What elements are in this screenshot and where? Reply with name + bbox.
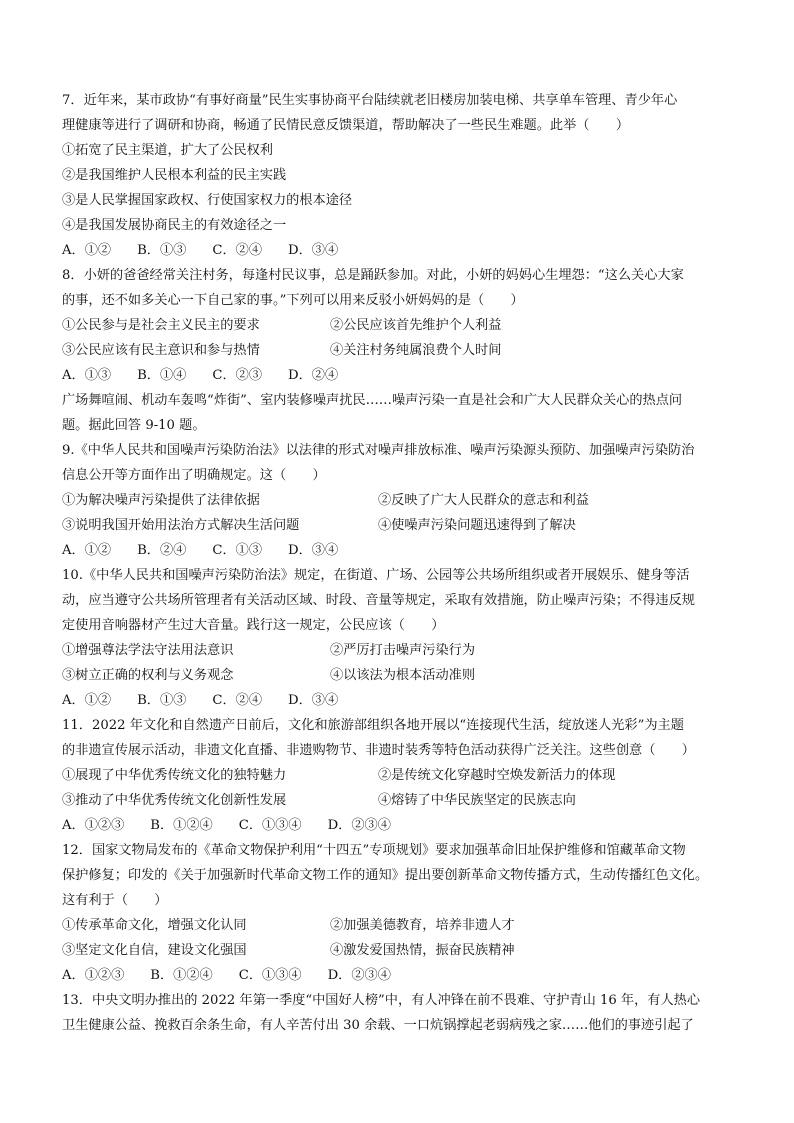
statement: ①拓宽了民主渠道，扩大了公民权利	[62, 143, 273, 158]
question-8	[62, 263, 740, 388]
question-stem: 保护修复；印发的《关于加强新时代革命文物工作的通知》提出要创新革命文物传播方式，生动传播红色文化。	[62, 868, 709, 883]
option-d[interactable]: D．③④	[288, 693, 339, 708]
statement: ④使噪声污染问题迅速得到了解决	[378, 518, 576, 533]
question-stem: 11．2022 年文化和自然遗产日前后，文化和旅游部组织各地开展以“连接现代生活，绽放迷人光彩”为主题	[62, 718, 684, 733]
statement-row	[62, 338, 740, 363]
question-11	[62, 713, 740, 838]
answer-options	[62, 688, 740, 713]
option-b[interactable]: B．②④	[137, 543, 187, 558]
statement-row	[62, 313, 740, 338]
answer-options	[62, 538, 740, 563]
answer-options	[62, 813, 740, 838]
statement: ③说明我国开始用法治方式解决生活问题	[62, 518, 300, 533]
option-b[interactable]: B．①③	[137, 243, 187, 258]
question-stem: 9.《中华人民共和国噪声污染防治法》以法律的形式对噪声排放标准、噪声污染源头预防、加强噪声污染防治	[62, 443, 695, 458]
option-c[interactable]: C．②③	[212, 368, 263, 383]
question-stem: 定使用音响器材产生过大音量。践行这一规定，公民应该（ ）	[62, 618, 445, 633]
question-stem: 7．近年来，某市政协“有事好商量”民生实事协商平台陆续就老旧楼房加装电梯、共享单车管理、青少年心	[62, 93, 678, 108]
answer-options	[62, 238, 740, 263]
statement: ③推动了中华优秀传统文化创新性发展	[62, 793, 287, 808]
question-stem: 信息公开等方面作出了明确规定。这（ ）	[62, 468, 326, 483]
question-13	[62, 988, 740, 1038]
statement: ②是传统文化穿越时空焕发新活力的体现	[378, 768, 616, 783]
question-stem: 动，应当遵守公共场所管理者有关活动区域、时段、音量等规定，采取有效措施，防止噪声污染；不得违反规	[62, 593, 695, 608]
exam-content	[62, 88, 740, 1038]
option-d[interactable]: D．②③④	[327, 818, 391, 833]
option-b[interactable]: B．①③	[137, 693, 187, 708]
statement: ③是人民掌握国家政权、行使国家权力的根本途径	[62, 193, 353, 208]
option-b[interactable]: B．①②④	[150, 968, 213, 983]
statement: ④熔铸了中华民族坚定的民族志向	[378, 793, 576, 808]
material-text: 广场舞喧闹、机动车轰鸣“炸街”、室内装修噪声扰民……噪声污染一直是社会和广大人民群众关心的热点问	[62, 393, 683, 408]
statement: ①传承革命文化，增强文化认同	[62, 918, 247, 933]
statement: ①公民参与是社会主义民主的要求	[62, 318, 260, 333]
option-a[interactable]: A．①②	[62, 543, 112, 558]
question-stem: 的非遗宣传展示活动，非遗文化直播、非遗购物节、非遗时装秀等特色活动获得广泛关注。这些创意（ ）	[62, 743, 695, 758]
material-text: 题。据此回答 9-10 题。	[62, 418, 206, 433]
statement-row	[62, 788, 740, 813]
option-d[interactable]: D．③④	[288, 243, 339, 258]
statement: ①增强尊法学法守法用法意识	[62, 643, 234, 658]
option-d[interactable]: D．③④	[288, 543, 339, 558]
option-c[interactable]: C．②④	[212, 693, 263, 708]
statement: ③坚定文化自信，建设文化强国	[62, 943, 247, 958]
statement: ④是我国发展协商民主的有效途径之一	[62, 218, 287, 233]
statement: ④以该法为根本活动准则	[330, 668, 476, 683]
material-9-10	[62, 388, 740, 438]
statement: ②严厉打击噪声污染行为	[330, 643, 476, 658]
option-a[interactable]: A．①②③	[62, 818, 125, 833]
option-c[interactable]: C．①③	[212, 543, 263, 558]
question-9	[62, 438, 740, 563]
question-stem: 10.《中华人民共和国噪声污染防治法》规定，在街道、广场、公园等公共场所组织或者开展娱乐、健身等活	[62, 568, 690, 583]
statement: ③树立正确的权利与义务观念	[62, 668, 234, 683]
statement-row	[62, 638, 740, 663]
option-b[interactable]: B．①④	[137, 368, 187, 383]
option-c[interactable]: C．①③④	[238, 818, 302, 833]
option-a[interactable]: A．①③	[62, 368, 112, 383]
option-c[interactable]: C．②④	[212, 243, 263, 258]
option-c[interactable]: C．①③④	[238, 968, 302, 983]
statement-row	[62, 913, 740, 938]
question-12	[62, 838, 740, 988]
option-d[interactable]: D．②④	[288, 368, 339, 383]
option-a[interactable]: A．①②③	[62, 968, 125, 983]
question-stem: 理健康等进行了调研和协商，畅通了民情民意反馈渠道，帮助解决了一些民生难题。此举（ ）	[62, 118, 630, 133]
statement: ②反映了广大人民群众的意志和利益	[378, 493, 589, 508]
statement: ②是我国维护人民根本利益的民主实践	[62, 168, 287, 183]
question-stem: 这有利于（ ）	[62, 893, 168, 908]
statement: ④激发爱国热情，振奋民族精神	[330, 943, 515, 958]
statement-row	[62, 663, 740, 688]
question-7	[62, 88, 740, 263]
statement: ①为解决噪声污染提供了法律依据	[62, 493, 260, 508]
question-stem: 的事，还不如多关心一下自己家的事。”下列可以用来反驳小妍妈妈的是（ ）	[62, 293, 524, 308]
statement: ②公民应该首先维护个人利益	[330, 318, 502, 333]
question-stem: 8．小妍的爸爸经常关注村务，每逢村民议事，总是踊跃参加。对此，小妍的妈妈心生埋怨：“这么关心大家	[62, 268, 684, 283]
answer-options	[62, 963, 740, 988]
answer-options	[62, 363, 740, 388]
question-stem: 卫生健康公益、挽救百余条生命，有人辛苦付出 30 余载、一口炕锅撑起老弱病残之家……他们的事迹引起了	[62, 1018, 694, 1033]
question-stem: 12．国家文物局发布的《革命文物保护利用“十四五”专项规划》要求加强革命旧址保护维修和馆藏革命文物	[62, 843, 686, 858]
statement-row	[62, 938, 740, 963]
question-10	[62, 563, 740, 713]
statement: ③公民应该有民主意识和参与热情	[62, 343, 260, 358]
statement-row	[62, 763, 740, 788]
question-stem: 13．中央文明办推出的 2022 年第一季度“中国好人榜”中，有人冲锋在前不畏难、守护青山 16 年，有人热心	[62, 993, 701, 1008]
option-a[interactable]: A．①②	[62, 243, 112, 258]
statement-row	[62, 488, 740, 513]
option-b[interactable]: B．①②④	[150, 818, 213, 833]
statement: ②加强美德教育，培养非遗人才	[330, 918, 515, 933]
statement: ①展现了中华优秀传统文化的独特魅力	[62, 768, 287, 783]
statement-row	[62, 513, 740, 538]
option-a[interactable]: A．①②	[62, 693, 112, 708]
statement: ④关注村务纯属浪费个人时间	[330, 343, 502, 358]
option-d[interactable]: D．②③④	[327, 968, 391, 983]
